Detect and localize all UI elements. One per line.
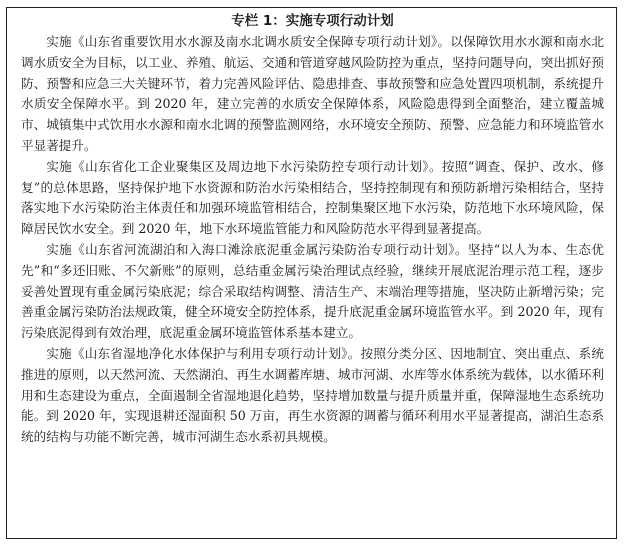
paragraph-sediment-metal-plan: 实施《山东省河流湖泊和入海口滩涂底泥重金属污染防治专项行动计划》。坚持“以人为本、生态优先”和“多还旧账、不欠新账”的原则，总结重金属污染治理试点经验，继续开展底泥治理示范工程，逐步妥善处置现有重金属污染底泥；综合采取结构调整、清洁生产、末端治理等措施，坚决防止新增污染；完善重金属污染防治法规政策，健全环境安全防控体系，提升底泥重金属环境监管水平。到 2020 年，现有污染底泥得到有效治理，底泥重金属环境监管体系基本建立。 [21, 241, 604, 341]
paragraph-wetland-plan: 实施《山东省湿地净化水体保护与利用专项行动计划》。按照分类分区、因地制宜、突出重点、系统推进的原则，以天然河流、天然湖泊、再生水调蓄库塘、城市河湖、水库等水体系统为载体，以水循环利用和生态建设为重点，全面遏制全省湿地退化趋势，坚持增加数量与提升质量并重，保障湿地生态系统功能。到 2020 年，实现退耕还湿面积 50 万亩，再生水资源的调蓄与循环利用水平显著提高，湖泊生态系统的结构与功能不断完善，城市河湖生态水系初具规模。 [21, 345, 604, 445]
paragraph-groundwater-plan: 实施《山东省化工企业聚集区及周边地下水污染防控专项行动计划》。按照“调查、保护、改水、修复”的总体思路，坚持保护地下水资源和防治水污染相结合，坚持控制现有和预防新增污染相结合，坚持落实地下水污染防治主体责任和加强环境监管相结合，控制集聚区地下水污染，防范地下水环境风险，保障居民饮水安全。到 2020 年，地下水环境监管能力和风险防范水平得到显著提高。 [21, 158, 604, 237]
box-title: 专栏 1：实施专项行动计划 [231, 13, 394, 29]
action-plan-box [6, 7, 617, 539]
paragraph-water-source-plan: 实施《山东省重要饮用水水源及南水北调水质安全保障专项行动计划》。以保障饮用水水源和南水北调水质安全为目标，以工业、养殖、航运、交通和管道穿越风险防控为重点，坚持问题导向，突出抓好预防、预警和应急三大关键环节，着力完善风险评估、隐患排查、事故预警和应急处置四项机制，系统提升水质安全保障水平。到 2020 年，建立完善的水质安全保障体系，风险隐患得到全面整治，建立覆盖城市、城镇集中式饮用水水源和南水北调的预警监测网络，水环境安全预防、预警、应急能力和环境监管水平显著提升。 [21, 34, 604, 153]
